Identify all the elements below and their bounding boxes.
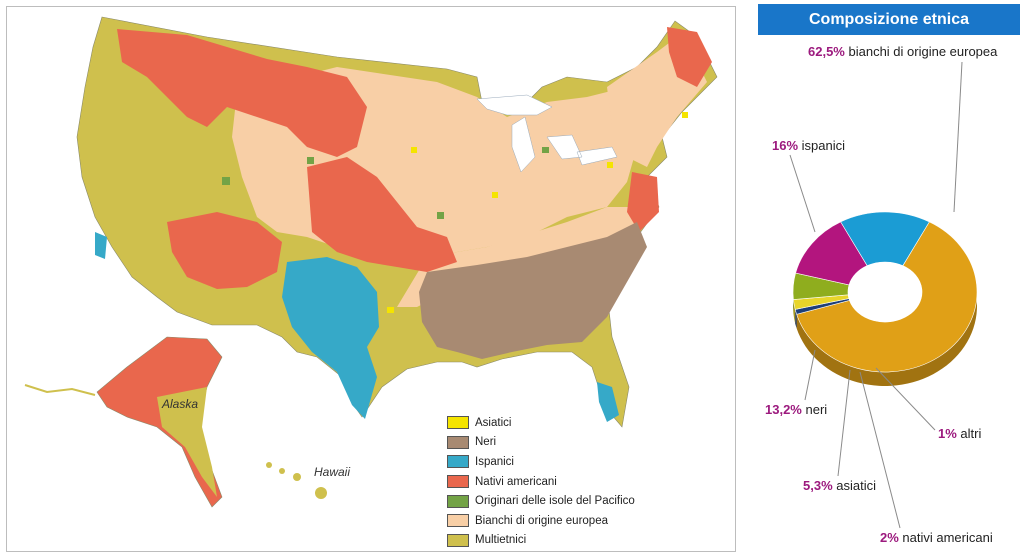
aleutian-islands — [25, 385, 95, 395]
legend-swatch — [447, 436, 469, 449]
pie-label — [938, 426, 981, 441]
legend-swatch — [447, 455, 469, 468]
asian-area-4 — [387, 307, 394, 313]
pie-label-percent: 2% — [880, 530, 899, 545]
legend-item — [447, 531, 657, 551]
legend-swatch — [447, 416, 469, 429]
donut-chart — [740, 36, 1024, 556]
map-legend — [447, 413, 657, 550]
legend-label: Asiatici — [475, 416, 512, 429]
legend-label: Ispanici — [475, 455, 514, 468]
legend-label: Originari delle isole del Pacifico — [475, 495, 635, 508]
legend-item — [447, 433, 657, 453]
leader-line — [790, 155, 815, 232]
pie-label-percent: 1% — [938, 426, 957, 441]
legend-item — [447, 491, 657, 511]
alaska — [97, 337, 222, 507]
usa-ethnic-map — [6, 6, 736, 552]
leader-line — [954, 62, 962, 212]
legend-item — [447, 452, 657, 472]
pie-label-text: asiatici — [832, 478, 876, 493]
pacific-area-3 — [437, 212, 444, 219]
pie-label-percent: 62,5% — [808, 44, 845, 59]
legend-swatch — [447, 495, 469, 508]
pie-label-percent: 5,3% — [803, 478, 833, 493]
leader-line — [838, 370, 850, 476]
leader-line — [805, 350, 815, 400]
hispanic-region-california — [95, 232, 107, 259]
legend-swatch — [447, 514, 469, 527]
asian-area-1 — [411, 147, 417, 153]
pie-label — [880, 530, 993, 545]
pie-label — [765, 402, 827, 417]
legend-label: Multietnici — [475, 534, 527, 547]
asian-area-3 — [607, 162, 613, 168]
legend-swatch — [447, 534, 469, 547]
asian-area-2 — [492, 192, 498, 198]
leader-line — [860, 372, 900, 528]
legend-item — [447, 413, 657, 433]
pacific-area-4 — [542, 147, 549, 153]
pie-label-text: neri — [801, 402, 828, 417]
legend-swatch — [447, 475, 469, 488]
legend-item — [447, 511, 657, 531]
pie-label-percent: 16% — [772, 138, 799, 153]
pie-label-text: nativi americani — [898, 530, 993, 545]
pie-label-text: ispanici — [798, 138, 845, 153]
legend-label: Nativi americani — [475, 475, 557, 488]
legend-label: Neri — [475, 436, 497, 449]
hawaii-label: Hawaii — [314, 465, 351, 479]
legend-label: Bianchi di origine europea — [475, 514, 608, 527]
pie-label-text: altri — [956, 426, 982, 441]
pacific-area-2 — [307, 157, 314, 164]
chart-title: Composizione etnica — [758, 4, 1020, 35]
donut-hole — [848, 262, 922, 322]
pie-label-percent: 13,2% — [765, 402, 802, 417]
legend-item — [447, 472, 657, 492]
pie-label — [803, 478, 876, 493]
alaska-label: Alaska — [162, 397, 199, 411]
pie-label — [808, 44, 997, 59]
pie-label — [772, 138, 845, 153]
pie-label-text: bianchi di origine europea — [844, 44, 998, 59]
pacific-area-1 — [222, 177, 230, 185]
asian-area-5 — [682, 112, 688, 118]
